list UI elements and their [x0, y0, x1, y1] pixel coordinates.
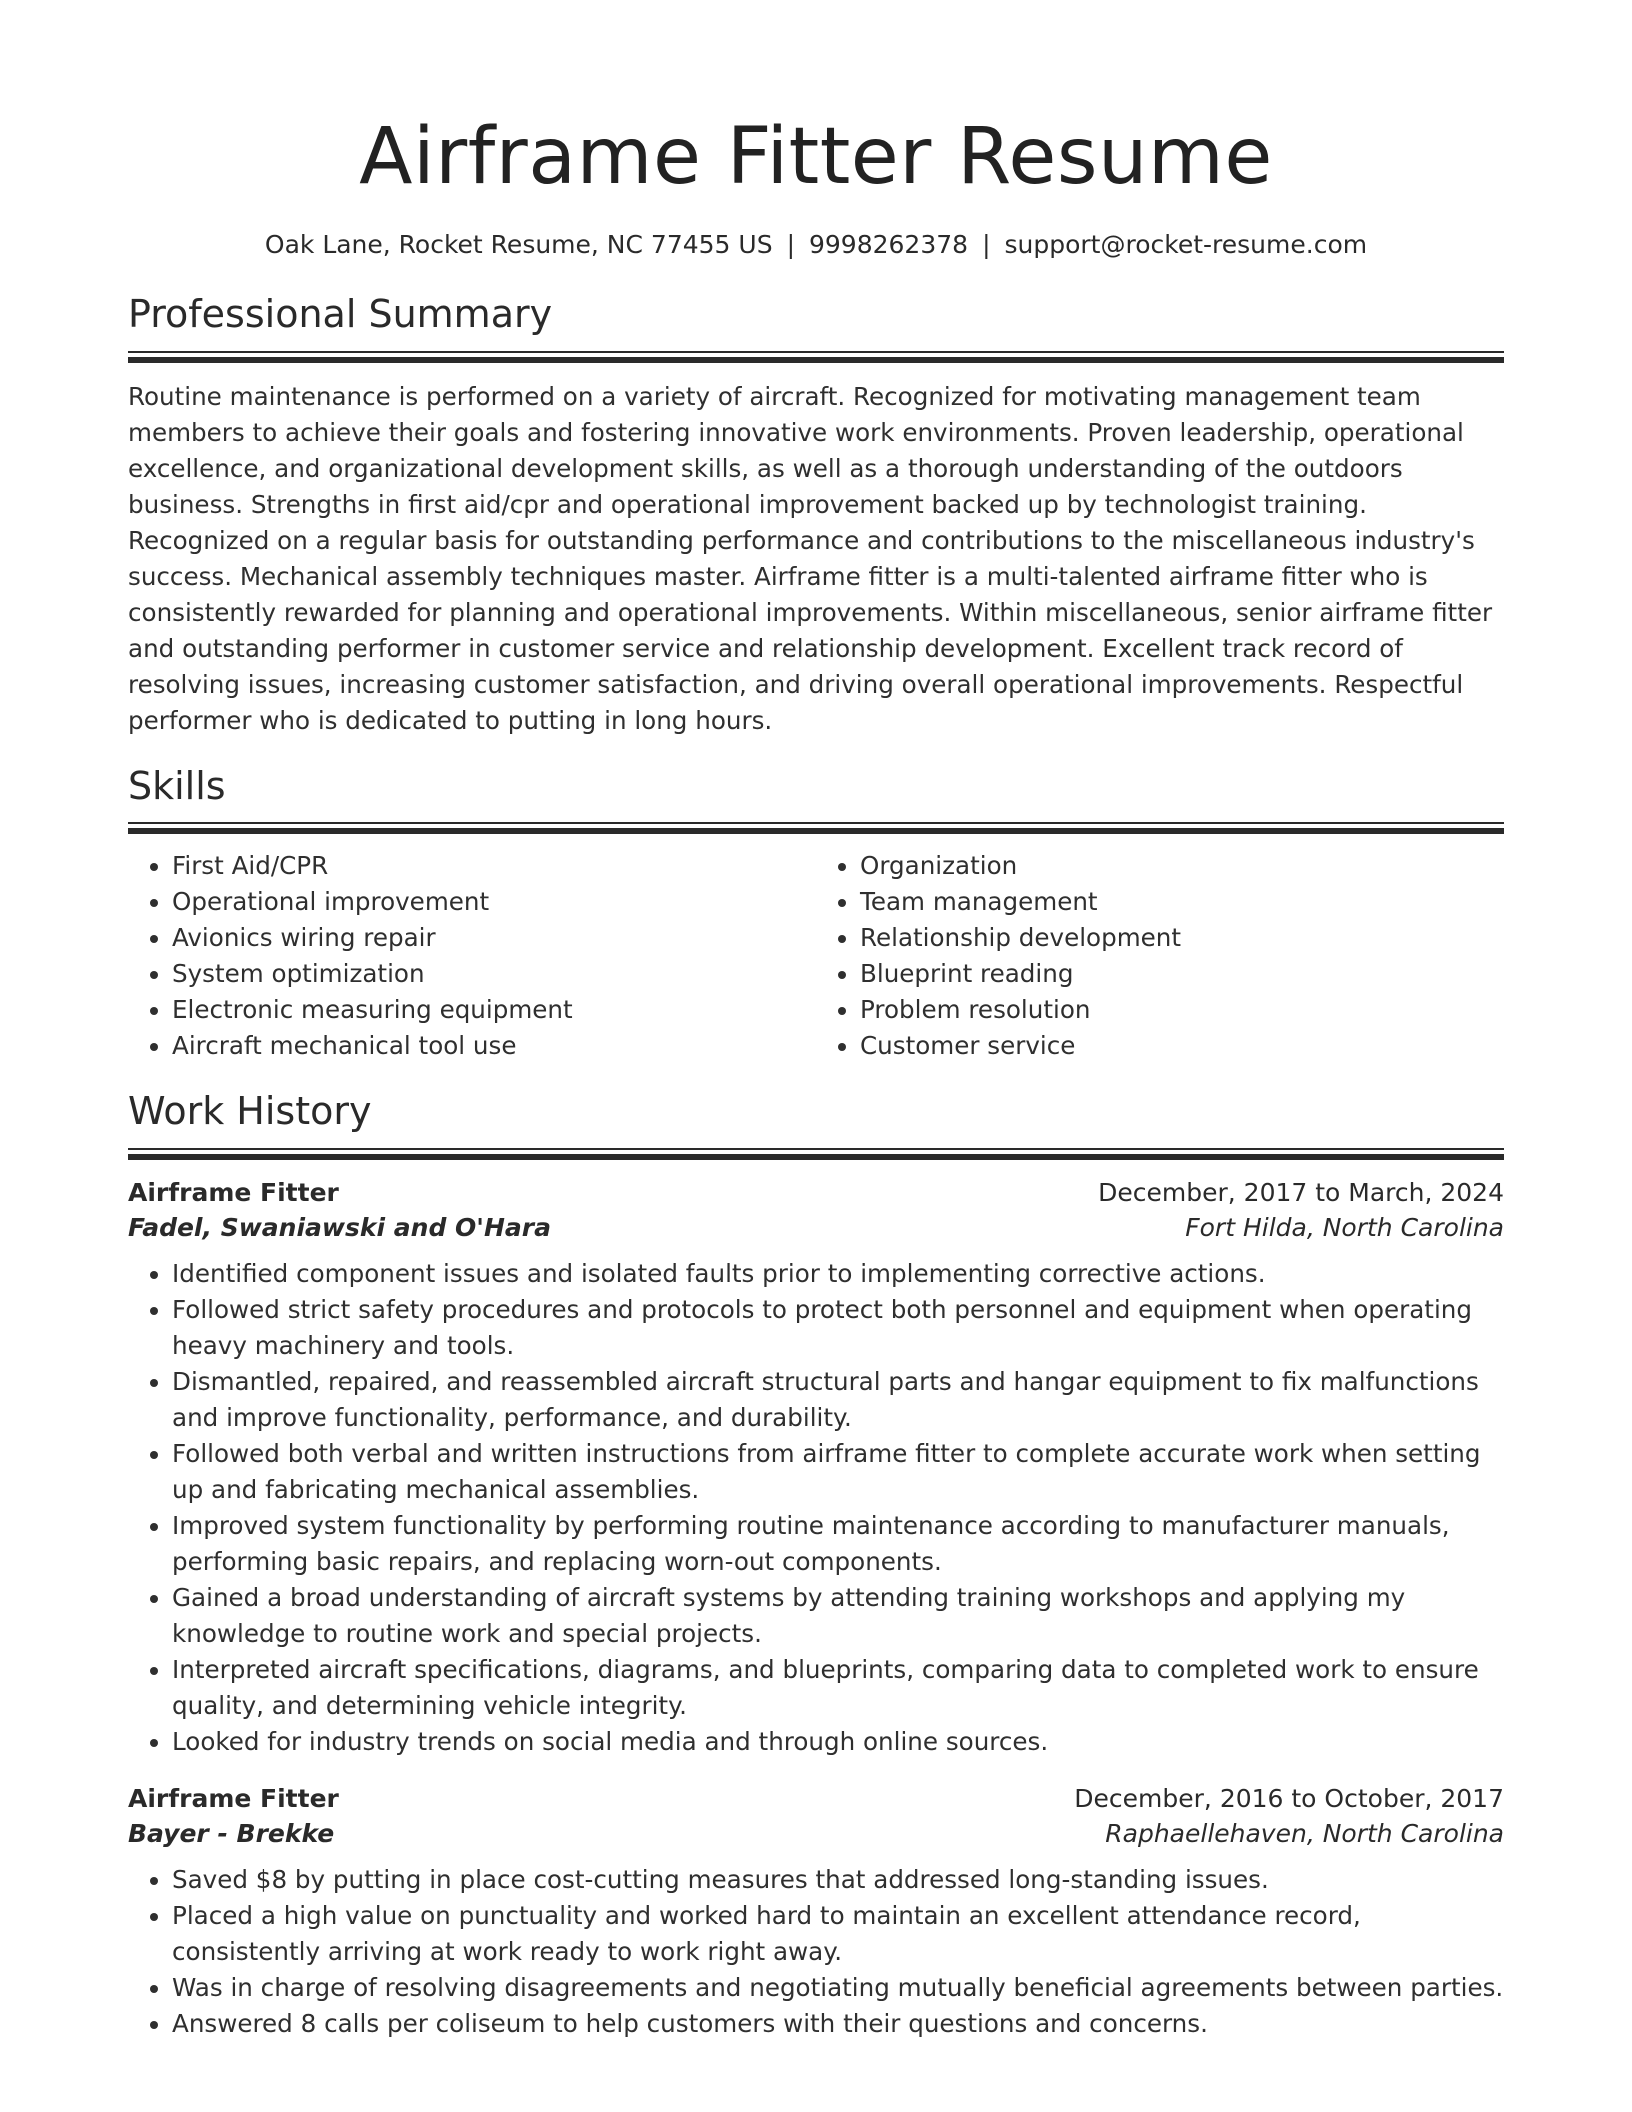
job-bullet: • Followed both verbal and written instructions from airframe fitter to complete accurate work when setting up and fabricating mechanical assemblies. [172, 1436, 1504, 1508]
job-bullet: • Placed a high value on punctuality and worked hard to maintain an excellent attendance record, consistently arriving at work ready to work right away. [172, 1898, 1504, 1970]
job-bullet: • Saved $8 by putting in place cost-cutting measures that addressed long-standing issues. [172, 1862, 1504, 1898]
section-heading-work-history: Work History [128, 1089, 372, 1134]
job-bullet: • Looked for industry trends on social media and through online sources. [172, 1724, 1504, 1760]
job-company: Bayer - Brekke [128, 1819, 335, 1849]
contact-separator: | [786, 230, 795, 259]
contact-separator: | [982, 230, 991, 259]
job-dates: December, 2017 to March, 2024 [1098, 1178, 1504, 1208]
skill-item: • Customer service [860, 1028, 1504, 1064]
skill-item: • Operational improvement [172, 884, 816, 920]
summary-section [128, 293, 1504, 739]
work-history-section [128, 1090, 1504, 2042]
job-dates: December, 2016 to October, 2017 [1074, 1784, 1504, 1814]
job-bullet: • Gained a broad understanding of aircraft systems by attending training workshops and applying my knowledge to routine work and special projects. [172, 1580, 1504, 1652]
job-bullet: • Answered 8 calls per coliseum to help customers with their questions and concerns. [172, 2006, 1504, 2042]
job-bullet: • Dismantled, repaired, and reassembled aircraft structural parts and hangar equipment to fix malfunctions and improve functionality, performance, and durability. [172, 1364, 1504, 1436]
skill-item: • Team management [860, 884, 1504, 920]
job-bullet: • Was in charge of resolving disagreements and negotiating mutually beneficial agreements between parties. [172, 1970, 1504, 2006]
job-bullet: • Interpreted aircraft specifications, diagrams, and blueprints, comparing data to completed work to ensure quality, and determining vehicle integrity. [172, 1652, 1504, 1724]
skill-item: • Avionics wiring repair [172, 920, 816, 956]
job-title: Airframe Fitter [128, 1178, 339, 1208]
contact-line [128, 230, 1504, 259]
contact-address: Oak Lane, Rocket Resume, NC 77455 US [264, 230, 773, 259]
contact-email: support@rocket-resume.com [1004, 230, 1368, 259]
section-heading-skills: Skills [128, 763, 226, 808]
skill-item: • Relationship development [860, 920, 1504, 956]
job-bullet: • Identified component issues and isolated faults prior to implementing corrective actions. [172, 1256, 1504, 1292]
job-title: Airframe Fitter [128, 1784, 339, 1814]
skills-list-right [816, 848, 1504, 1064]
skill-item: • Blueprint reading [860, 956, 1504, 992]
skill-item: • Problem resolution [860, 992, 1504, 1028]
job-location: Fort Hilda, North Carolina [1185, 1213, 1504, 1243]
section-divider [128, 351, 1504, 363]
job-company-row [128, 1213, 1504, 1242]
skills-columns [128, 848, 1504, 1064]
job-bullets [128, 1256, 1504, 1760]
section-divider [128, 822, 1504, 834]
job-bullet: • Improved system functionality by performing routine maintenance according to manufacturer manuals, performing basic repairs, and replacing worn-out components. [172, 1508, 1504, 1580]
section-heading-summary: Professional Summary [128, 292, 553, 336]
contact-phone: 9998262378 [809, 230, 969, 259]
skill-item: • Aircraft mechanical tool use [172, 1028, 816, 1064]
skills-section [128, 765, 1504, 1065]
skill-item: • System optimization [172, 956, 816, 992]
job-company: Fadel, Swaniawski and O'Hara [128, 1213, 551, 1243]
skills-list-left [128, 848, 816, 1064]
job-location: Raphaellehaven, North Carolina [1105, 1819, 1504, 1849]
job-bullet: • Followed strict safety procedures and protocols to protect both personnel and equipment when operating heavy machinery and tools. [172, 1292, 1504, 1364]
summary-text: Routine maintenance is performed on a variety of aircraft. Recognized for motivating management team members to achieve their goals and fostering innovative work environments. Proven leadership, operational excellence, and organizational development skills, as well as a thorough understanding of the outdoors business. Strengths in first aid/cpr and operational improvement backed up by technologist training. Recognized on a regular basis for outstanding performance and contributions to the miscellaneous industry's success. Mechanical assembly techniques master. Airframe fitter is a multi-talented airframe fitter who is consistently rewarded for planning and operational improvements. Within miscellaneous, senior airframe fitter and outstanding performer in customer service and relationship development. Excellent track record of resolving issues, increasing customer satisfaction, and driving overall operational improvements. Respectful performer who is dedicated to putting in long hours. [128, 381, 1493, 735]
job-header-row [128, 1178, 1504, 1207]
resume-title: Airframe Fitter Resume [359, 112, 1273, 202]
skill-item: • Electronic measuring equipment [172, 992, 816, 1028]
job-entry [128, 1178, 1504, 1760]
job-entry [128, 1784, 1504, 2042]
job-header-row [128, 1784, 1504, 1813]
job-bullets [128, 1862, 1504, 2042]
skill-item: • First Aid/CPR [172, 848, 816, 884]
skill-item: • Organization [860, 848, 1504, 884]
job-company-row [128, 1819, 1504, 1848]
section-divider [128, 1148, 1504, 1160]
